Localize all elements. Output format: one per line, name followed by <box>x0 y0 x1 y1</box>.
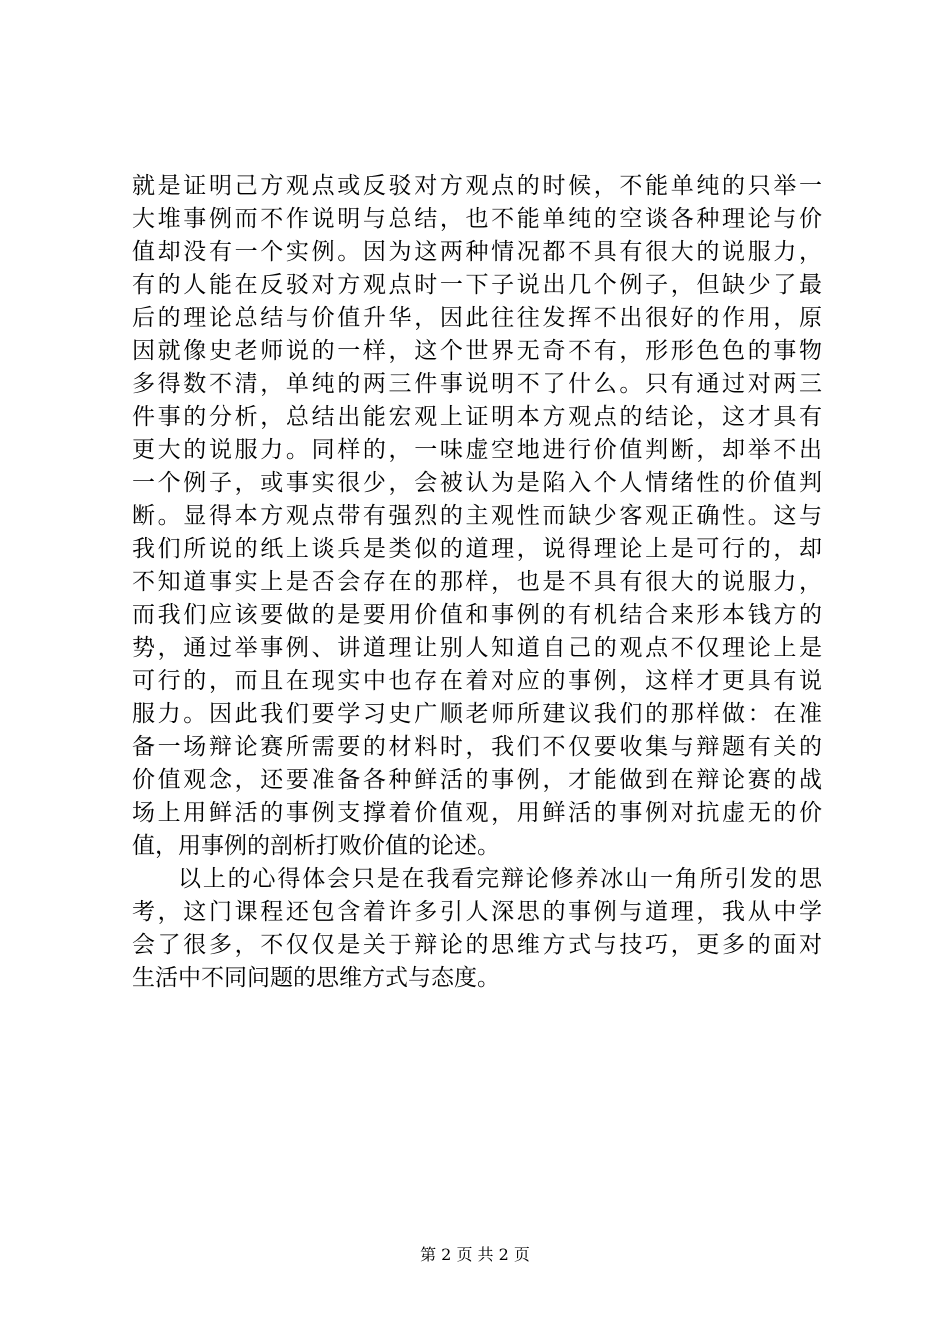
paragraph-2-line-1: 以上的心得体会只是在我看完辩论修养冰山一角所引发的思 <box>178 866 822 892</box>
paragraph-1-line-6: 因就像史老师说的一样，这个世界无奇不有，形形色色的事物 <box>132 338 822 364</box>
paragraph-2-line-3: 会了很多，不仅仅是关于辩论的思维方式与技巧，更多的面对 <box>132 932 822 958</box>
paragraph-1-line-2: 大堆事例而不作说明与总结，也不能单纯的空谈各种理论与价 <box>132 206 822 232</box>
paragraph-1-line-1: 就是证明己方观点或反驳对方观点的时候，不能单纯的只举一 <box>132 173 822 199</box>
paragraph-1-line-11: 断。显得本方观点带有强烈的主观性而缺少客观正确性。这与 <box>132 503 822 529</box>
paragraph-1-line-5: 后的理论总结与价值升华，因此往往发挥不出很好的作用，原 <box>132 305 822 331</box>
paragraph-1-line-12: 我们所说的纸上谈兵是类似的道理，说得理论上是可行的，却 <box>132 536 822 562</box>
paragraph-1-line-20: 场上用鲜活的事例支撑着价值观，用鲜活的事例对抗虚无的价 <box>132 800 822 826</box>
paragraph-2-line-2: 考，这门课程还包含着许多引人深思的事例与道理，我从中学 <box>132 899 822 925</box>
page-number-label: 第 2 页 共 2 页 <box>420 1245 530 1264</box>
paragraph-1-line-18: 备一场辩论赛所需要的材料时，我们不仅要收集与辩题有关的 <box>132 734 822 760</box>
paragraph-1-line-16: 可行的，而且在现实中也存在着对应的事例，这样才更具有说 <box>132 668 822 694</box>
paragraph-1-line-7: 多得数不清，单纯的两三件事说明不了什么。只有通过对两三 <box>132 371 822 397</box>
paragraph-2-line-4: 生活中不同问题的思维方式与态度。 <box>132 965 500 991</box>
paragraph-1-line-4: 有的人能在反驳对方观点时一下子说出几个例子，但缺少了最 <box>132 272 822 298</box>
paragraph-1-line-3: 值却没有一个实例。因为这两种情况都不具有很大的说服力， <box>132 239 822 265</box>
page-footer <box>0 1244 950 1266</box>
paragraph-1-line-17: 服力。因此我们要学习史广顺老师所建议我们的那样做：在准 <box>132 701 822 727</box>
paragraph-1-line-15: 势，通过举事例、讲道理让别人知道自己的观点不仅理论上是 <box>132 635 822 661</box>
paragraph-1-line-19: 价值观念，还要准备各种鲜活的事例，才能做到在辩论赛的战 <box>132 767 822 793</box>
paragraph-1-line-10: 一个例子，或事实很少，会被认为是陷入个人情绪性的价值判 <box>132 470 822 496</box>
paragraph-1-line-21: 值，用事例的剖析打败价值的论述。 <box>132 833 500 859</box>
paragraph-1-line-8: 件事的分析，总结出能宏观上证明本方观点的结论，这才具有 <box>132 404 822 430</box>
paragraph-1-line-9: 更大的说服力。同样的，一味虚空地进行价值判断，却举不出 <box>132 437 822 463</box>
paragraph-1-line-13: 不知道事实上是否会存在的那样，也是不具有很大的说服力， <box>132 569 822 595</box>
paragraph-1-line-14: 而我们应该要做的是要用价值和事例的有机结合来形本钱方的 <box>132 602 822 628</box>
